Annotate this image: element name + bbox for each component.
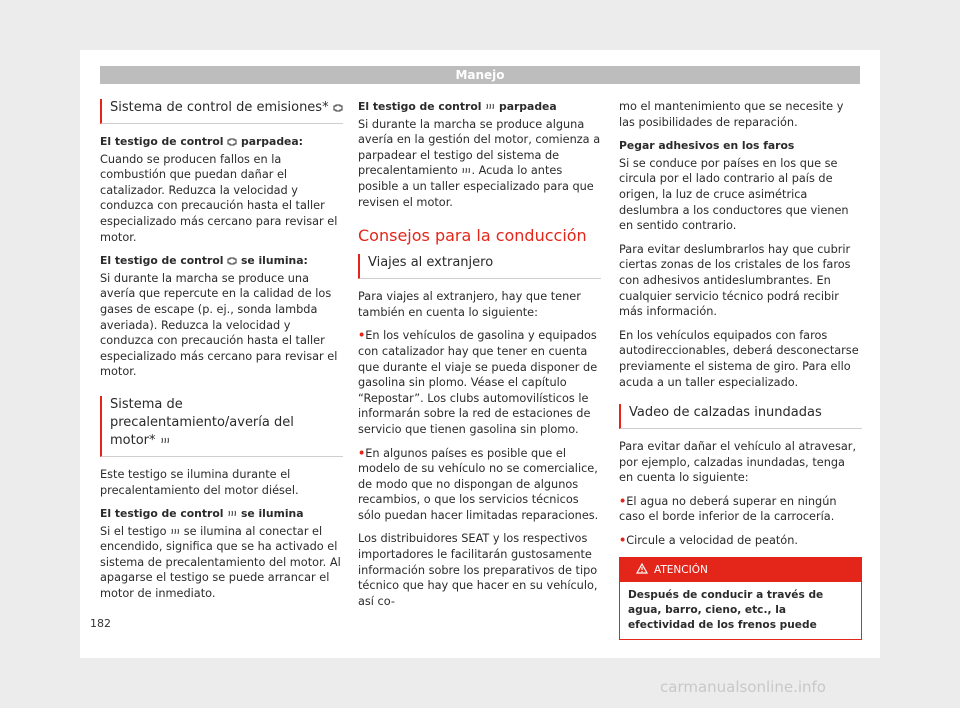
engine-emission-icon (227, 256, 237, 265)
section-heading-emissions (100, 99, 343, 124)
subheading-text: El testigo de control (358, 100, 482, 113)
subheading: Pegar adhesivos en los faros (619, 139, 795, 153)
heading-text: Vadeo de calzadas inundadas (629, 405, 822, 421)
warning-title: ATENCIÓN (654, 563, 708, 576)
header-bar (100, 66, 860, 84)
paragraph: Este testigo se ilumina durante el precalentamiento del motor diésel. (100, 467, 299, 497)
text: se ilumina al conectar el encendido, significa que se ha activado el sistema de precalentamiento del motor. Al apagarse el testigo se puede arrancar el motor de inmediato. (100, 524, 341, 601)
column-3 (619, 99, 862, 640)
subheading (100, 134, 343, 150)
subheading-tail: parpadea (498, 100, 557, 113)
paragraph: Cuando se producen fallos en la combustión que puedan dañar el catalizador. Reduzca la velocidad y conduzca con precaución hasta el taller especializado más cercano para revisar el motor. (100, 152, 338, 244)
section-heading-travel (358, 254, 601, 279)
glow-plug-icon (160, 436, 170, 445)
paragraph: Si se conduce por países en los que se circula por el lado contrario al país de origen, la luz de cruce asimétrica deslumbra a los conductores que vienen en sentido contrario. (619, 156, 849, 233)
paragraph: Para viajes al extranjero, hay que tener también en cuenta lo siguiente: (358, 290, 581, 319)
glow-plug-icon (461, 166, 471, 175)
paragraph: Si durante la marcha se produce una avería que repercute en la calidad de los gases de escape (p. ej., sonda lambda averiada). Reduzca la velocidad y conduzca con precaución hasta el taller especializado más cercano para revisar el motor. (100, 271, 338, 379)
paragraph: En los vehículos equipados con faros autodireccionables, deberá desconectarse previamente el sistema de giro. Para ello acuda a un taller especializado. (619, 328, 859, 389)
list-item: • El agua no deberá superar en ningún caso el borde inferior de la carrocería. (619, 494, 862, 525)
subheading (358, 99, 601, 115)
glow-plug-icon (170, 527, 180, 536)
subheading-tail: se ilumina (240, 507, 304, 521)
warning-box (619, 557, 862, 640)
text: Si durante la marcha se produce alguna avería en la gestión del motor, comienza a parpadear el testigo del sistema de precalentamiento (358, 117, 601, 178)
subheading (100, 253, 343, 269)
page-number: 182 (90, 617, 111, 630)
paragraph (358, 117, 601, 211)
warning-triangle-icon (636, 563, 648, 574)
section-heading-flood (619, 404, 862, 429)
paragraph: Los distribuidores SEAT y los respectivos importadores le facilitarán gustosamente información sobre los preparativos de tipo técnico que hay que hacer en su vehículo, así co- (358, 532, 598, 608)
list-item: • Circule a velocidad de peatón. (619, 533, 862, 549)
subheading-text: El testigo de control (100, 135, 224, 148)
header-title: Manejo (455, 68, 505, 82)
subheading-text: El testigo de control (100, 507, 224, 521)
subheading (100, 506, 343, 522)
text: Si el testigo (100, 524, 167, 538)
glow-plug-icon (227, 509, 237, 518)
subheading-tail: parpadea: (240, 135, 303, 148)
paragraph: Para evitar dañar el vehículo al atravesar, por ejemplo, calzadas inundadas, tenga en cuenta lo siguiente: (619, 440, 857, 485)
engine-emission-icon (333, 103, 343, 112)
chapter-heading: Consejos para la conducción (358, 226, 587, 246)
column-2 (358, 99, 601, 617)
list-item: • En los vehículos de gasolina y equipados con catalizador hay que tener en cuenta que durante el viaje se pueda disponer de gasolina sin plomo. Véase el capítulo “Repostar”. Los clubs automovilísticos le informarán sobre la red de estaciones de servicio que tienen gasolina sin plomo. (358, 328, 601, 437)
text: . Acuda lo antes posible a un taller especializado para que revisen el motor. (358, 164, 594, 209)
section-heading-glow (100, 396, 343, 457)
warning-header (620, 558, 861, 582)
heading-text: Sistema de control de emisiones* (110, 100, 329, 115)
subheading-tail: se ilumina: (240, 254, 308, 268)
heading-text: Sistema de precalentamiento/avería del motor* (110, 396, 294, 448)
list-item: • En algunos países es posible que el modelo de su vehículo no se comercialice, de modo que no dispongan de algunos recambios, o que los servicios técnicos sólo puedan hacer limitadas reparaciones. (358, 446, 601, 524)
heading-text: Viajes al extranjero (368, 255, 494, 271)
paragraph: mo el mantenimiento que se necesite y las posibilidades de reparación. (619, 100, 844, 129)
paragraph (100, 524, 343, 602)
glow-plug-icon (485, 102, 495, 111)
warning-text: Después de conducir a través de agua, barro, cieno, etc., la efectividad de los frenos puede (628, 588, 824, 631)
watermark: carmanualsonline.info (660, 678, 826, 696)
column-1 (100, 99, 343, 610)
engine-emission-icon (227, 137, 237, 146)
paragraph: Para evitar deslumbrarlos hay que cubrir ciertas zonas de los cristales de los faros con adhesivos antideslumbrantes. En cualquier servicio técnico podrá recibir más información. (619, 242, 851, 319)
subheading-text: El testigo de control (100, 254, 224, 268)
